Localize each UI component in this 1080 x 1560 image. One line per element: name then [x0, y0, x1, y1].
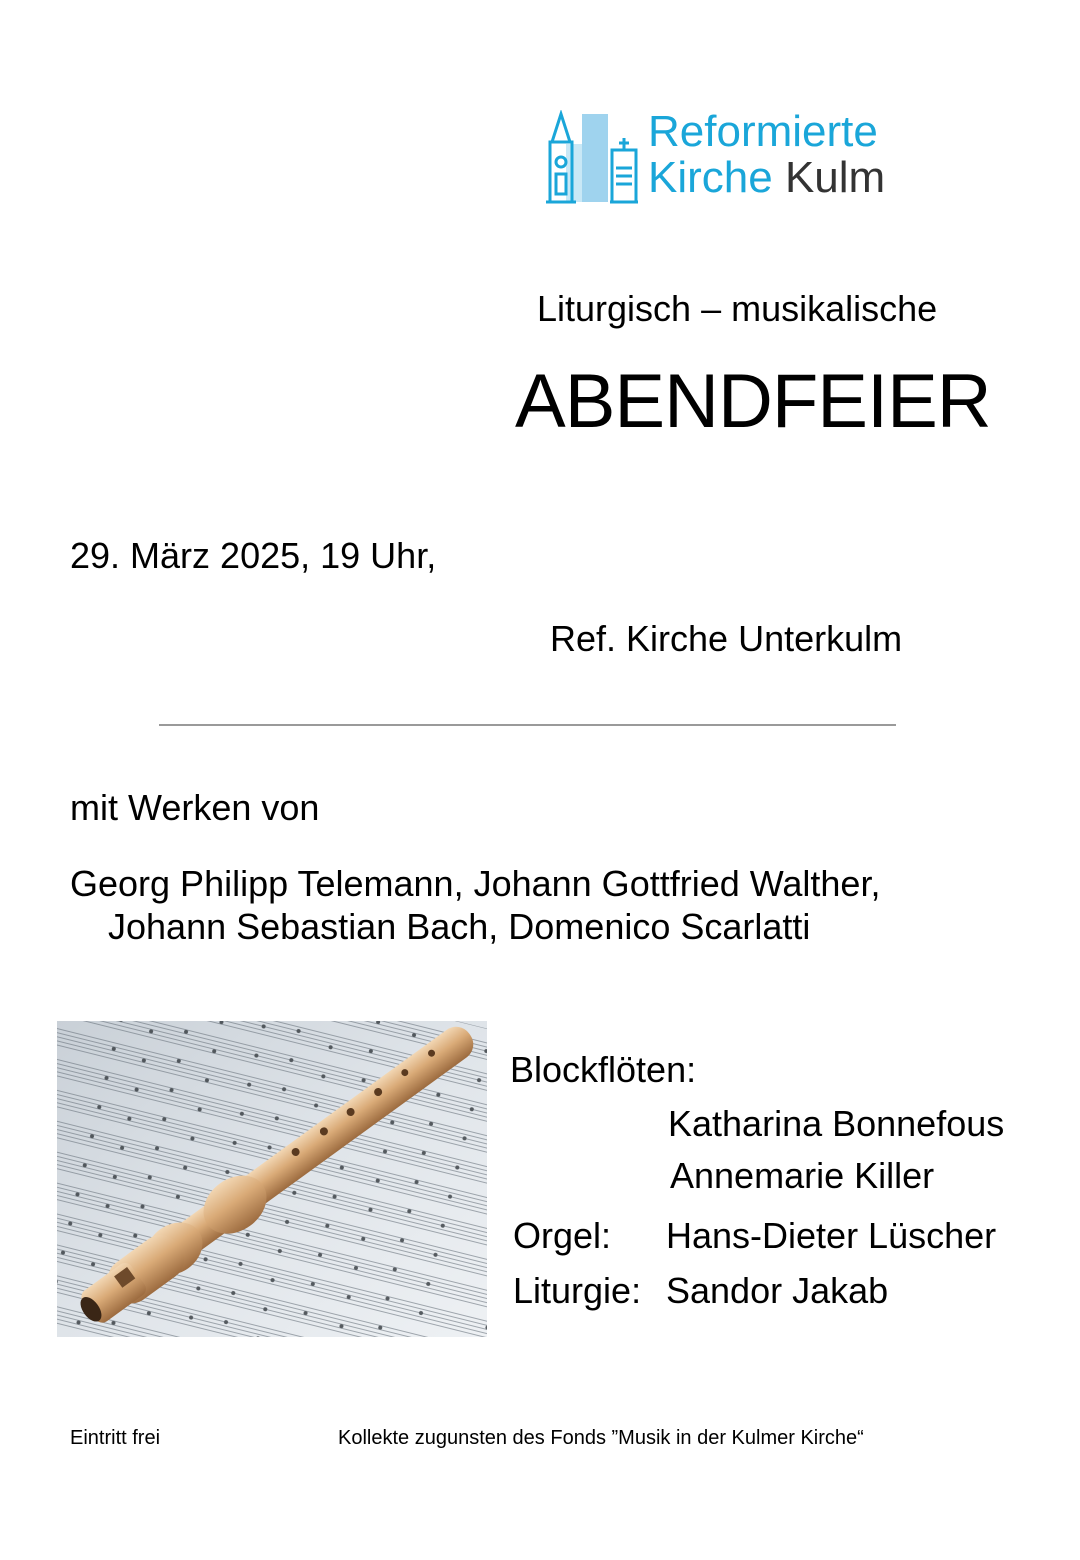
logo-text-kirche-kulm	[648, 154, 885, 202]
church-logo	[540, 108, 950, 208]
logo-text-reformierte: Reformierte	[648, 107, 878, 156]
flutes-label: Blockflöten:	[510, 1049, 697, 1090]
liturgy-person: Sandor Jakab	[666, 1270, 889, 1311]
flute-player-1: Katharina Bonnefous	[668, 1103, 1005, 1144]
collection-note: Kollekte zugunsten des Fonds ”Musik in der Kulmer Kirche“	[338, 1427, 864, 1449]
event-date-time: 29. März 2025, 19 Uhr,	[70, 535, 437, 576]
organ-label: Orgel:	[513, 1215, 612, 1256]
composers-line-2: Johann Sebastian Bach, Domenico Scarlatti	[108, 906, 811, 947]
recorder-on-sheet-music-image	[57, 1021, 487, 1337]
works-intro: mit Werken von	[70, 787, 320, 828]
event-title: ABENDFEIER	[515, 359, 991, 444]
church-buildings-icon	[544, 110, 640, 206]
logo-text-kirche: Kirche	[648, 153, 773, 202]
composers-line-1: Georg Philipp Telemann, Johann Gottfried Walther,	[70, 863, 881, 904]
logo-text-kulm: Kulm	[784, 153, 886, 202]
organ-player: Hans-Dieter Lüscher	[666, 1215, 997, 1256]
flute-player-2: Annemarie Killer	[670, 1155, 935, 1196]
event-subtitle: Liturgisch – musikalische	[537, 288, 938, 329]
liturgy-label: Liturgie:	[513, 1270, 642, 1311]
divider	[159, 724, 896, 726]
admission-note: Eintritt frei	[70, 1427, 161, 1449]
event-venue: Ref. Kirche Unterkulm	[550, 618, 903, 659]
